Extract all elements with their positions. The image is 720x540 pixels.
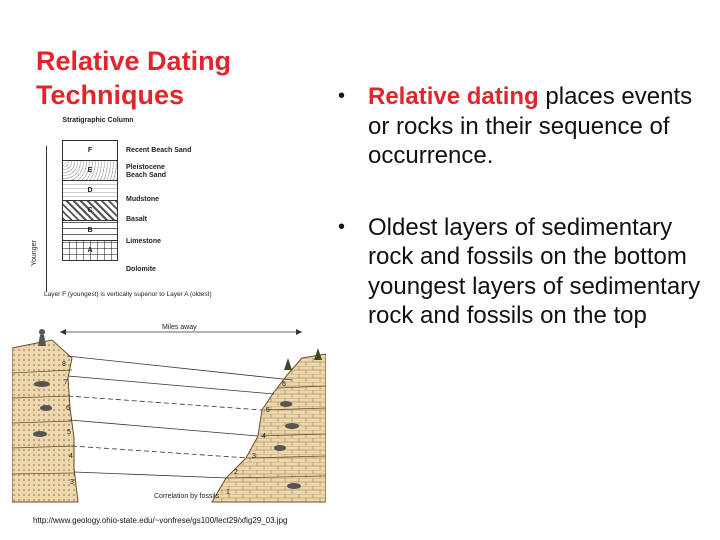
- bullet-text-2: Oldest layers of sedimentary rock and fossils on the bottom youngest layers of sedimentary rock and fossils on the top: [368, 213, 701, 329]
- bullet-body: places events or rocks in their sequence of occurrence.: [368, 83, 693, 169]
- bullet-list: [338, 82, 708, 331]
- layer-name-b: Limestone: [126, 238, 162, 245]
- bullet-dot-icon: •: [338, 215, 346, 238]
- right-number: 3: [252, 453, 256, 460]
- bullet-item-2: [338, 213, 708, 331]
- layer-name-e: Pleistocene Beach Sand: [126, 164, 167, 179]
- age-arrow: [46, 146, 47, 292]
- younger-label: Younger: [31, 240, 38, 266]
- left-number: 4: [69, 453, 73, 460]
- right-number: 4: [262, 433, 266, 440]
- layer-name-f: Recent Beach Sand: [126, 147, 192, 154]
- layer-name-a: Dolomite: [126, 266, 156, 273]
- bullet-dot-icon: •: [338, 85, 346, 107]
- layer-b: B: [63, 221, 117, 241]
- layer-d: D: [63, 181, 117, 201]
- person-icon: [39, 329, 45, 335]
- layer-f: F: [63, 141, 117, 161]
- source-url: http://www.geology.ohio-state.edu/~vonfrese/gs100/lect29/xfig29_03.jpg: [33, 516, 288, 525]
- layer-stack: [62, 140, 118, 261]
- layer-c: C: [63, 201, 117, 221]
- bullet-highlight: Relative dating: [368, 83, 539, 110]
- left-number: 6: [66, 405, 70, 412]
- layer-name-d: Mudstone: [126, 196, 160, 203]
- fossil-correlation-diagram: [12, 318, 326, 508]
- left-number: 3: [70, 479, 74, 486]
- right-number: 6: [282, 381, 286, 388]
- correlation-label: Correlation by fossils: [154, 493, 219, 500]
- left-number: 5: [67, 429, 71, 436]
- slide-title: Relative Dating Techniques: [36, 46, 232, 110]
- layer-a: A: [63, 241, 117, 260]
- column-heading: Stratigraphic Column: [62, 117, 134, 124]
- column-caption: Layer F (youngest) is vertically superior to Layer A (oldest): [44, 291, 212, 298]
- bullet-text-1: [368, 82, 708, 171]
- layer-e: E: [63, 161, 117, 181]
- left-number: 8: [62, 361, 66, 368]
- right-number: 2: [234, 469, 238, 476]
- right-number: 5: [266, 407, 270, 414]
- stratigraphic-column-figure: [31, 116, 214, 312]
- bullet-item-1: [338, 82, 708, 171]
- right-number: 1: [226, 489, 230, 496]
- layer-name-c: Basalt: [126, 216, 148, 223]
- left-number: 7: [64, 379, 68, 386]
- distance-label: Miles away: [162, 324, 197, 331]
